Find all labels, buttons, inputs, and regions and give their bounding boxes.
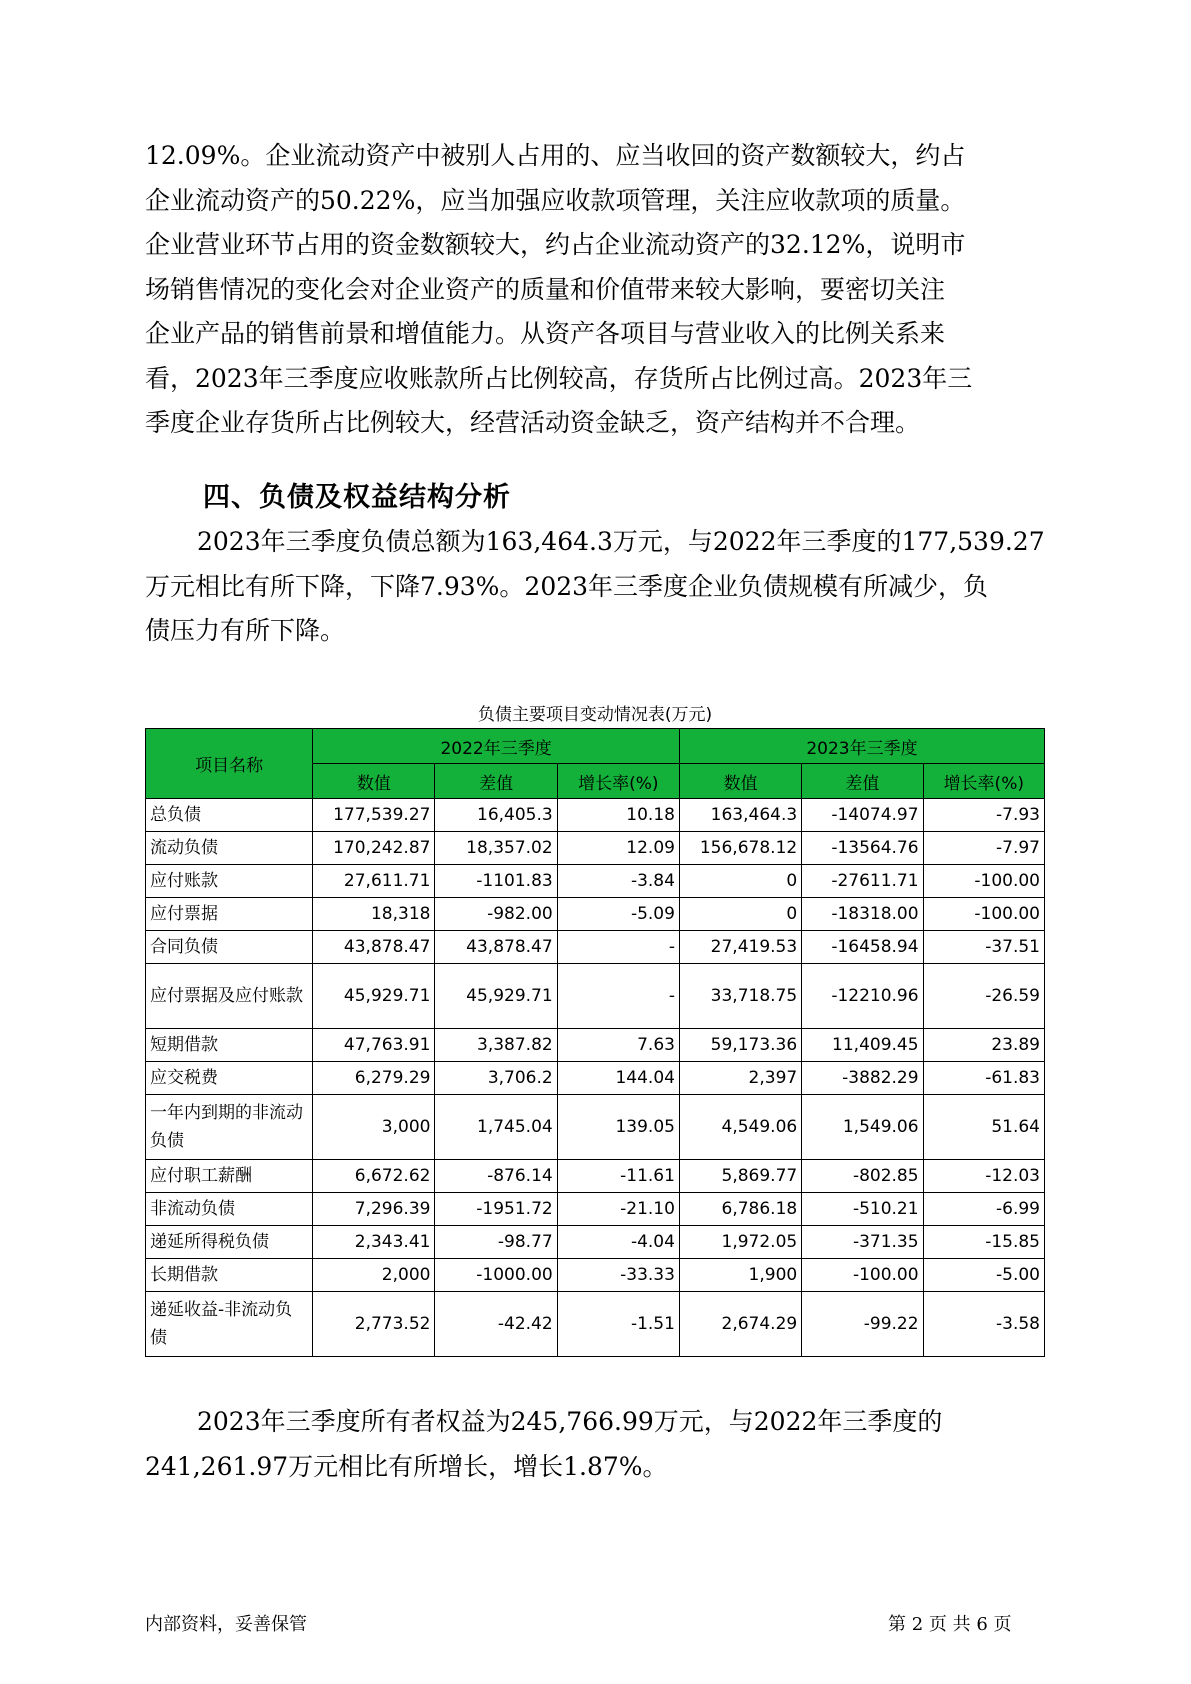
cell: 45,929.71 [435, 964, 557, 1029]
row-name: 合同负债 [146, 931, 313, 964]
cell: -5.09 [557, 898, 679, 931]
row-name: 流动负债 [146, 832, 313, 865]
cell: 2,773.52 [313, 1292, 435, 1357]
header-period-2022: 2022年三季度 [313, 729, 680, 764]
cell: -100.00 [923, 865, 1044, 898]
table-row [146, 964, 1045, 1029]
top-paragraph [145, 134, 1045, 446]
table-row [146, 898, 1045, 931]
cell: 2,397 [679, 1062, 801, 1095]
cell: 12.09 [557, 832, 679, 865]
cell: 23.89 [923, 1029, 1044, 1062]
paragraph-line: 万元相比有所下降，下降7.93%。2023年三季度企业负债规模有所减少，负 [145, 571, 989, 601]
cell: 156,678.12 [679, 832, 801, 865]
footer-page-number: 第 2 页 共 6 页 [888, 1614, 1012, 1635]
cell: 6,279.29 [313, 1062, 435, 1095]
table-row [146, 865, 1045, 898]
row-name: 递延所得税负债 [146, 1226, 313, 1259]
cell: -42.42 [435, 1292, 557, 1357]
row-name: 应付票据及应付账款 [146, 964, 313, 1029]
cell: 27,419.53 [679, 931, 801, 964]
cell: 10.18 [557, 799, 679, 832]
cell: 16,405.3 [435, 799, 557, 832]
cell: 4,549.06 [679, 1095, 801, 1160]
cell: 27,611.71 [313, 865, 435, 898]
cell: -3.58 [923, 1292, 1044, 1357]
cell: 6,672.62 [313, 1160, 435, 1193]
table-row [146, 1292, 1045, 1357]
cell: -3.84 [557, 865, 679, 898]
cell: -37.51 [923, 931, 1044, 964]
table-row [146, 1062, 1045, 1095]
cell: -21.10 [557, 1193, 679, 1226]
cell: -100.00 [802, 1259, 923, 1292]
cell: -4.04 [557, 1226, 679, 1259]
header-item-name: 项目名称 [146, 729, 313, 799]
header-diff: 差值 [802, 764, 923, 799]
cell: -510.21 [802, 1193, 923, 1226]
cell: -26.59 [923, 964, 1044, 1029]
paragraph-line: 季度企业存货所占比例较大，经营活动资金缺乏，资产结构并不合理。 [145, 408, 921, 437]
row-name: 应交税费 [146, 1062, 313, 1095]
cell: -27611.71 [802, 865, 923, 898]
cell: 45,929.71 [313, 964, 435, 1029]
row-name: 总负债 [146, 799, 313, 832]
cell: 43,878.47 [435, 931, 557, 964]
paragraph-line: 场销售情况的变化会对企业资产的质量和价值带来较大影响，要密切关注 [145, 274, 946, 304]
header-diff: 差值 [435, 764, 557, 799]
row-name: 递延收益-非流动负债 [146, 1292, 313, 1357]
section-heading: 四、负债及权益结构分析 [203, 482, 511, 513]
cell: -100.00 [923, 898, 1044, 931]
row-name: 应付职工薪酬 [146, 1160, 313, 1193]
cell: -371.35 [802, 1226, 923, 1259]
cell: -802.85 [802, 1160, 923, 1193]
cell: 2,343.41 [313, 1226, 435, 1259]
cell: 18,357.02 [435, 832, 557, 865]
cell: 3,706.2 [435, 1062, 557, 1095]
table-row [146, 931, 1045, 964]
cell: -61.83 [923, 1062, 1044, 1095]
cell: 0 [679, 865, 801, 898]
cell: 51.64 [923, 1095, 1044, 1160]
cell: 7,296.39 [313, 1193, 435, 1226]
table-row [146, 832, 1045, 865]
paragraph-line: 2023年三季度负债总额为163,464.3万元，与2022年三季度的177,539.27 [197, 527, 1045, 556]
cell: -1101.83 [435, 865, 557, 898]
cell: 1,745.04 [435, 1095, 557, 1160]
cell: -3882.29 [802, 1062, 923, 1095]
table-row [146, 1259, 1045, 1292]
cell: 5,869.77 [679, 1160, 801, 1193]
header-value: 数值 [313, 764, 435, 799]
cell: -1000.00 [435, 1259, 557, 1292]
paragraph-line: 债压力有所下降。 [145, 616, 346, 645]
table-row [146, 1029, 1045, 1062]
equity-paragraph [145, 1400, 1045, 1489]
paragraph-line: 看，2023年三季度应收账款所占比例较高，存货所占比例过高。2023年三 [145, 363, 973, 393]
cell: 3,387.82 [435, 1029, 557, 1062]
cell: 177,539.27 [313, 799, 435, 832]
cell: -6.99 [923, 1193, 1044, 1226]
footer-confidential: 内部资料，妥善保管 [145, 1614, 307, 1635]
liability-table [145, 728, 1045, 1357]
table-row [146, 1193, 1045, 1226]
cell: 1,972.05 [679, 1226, 801, 1259]
table-row [146, 1226, 1045, 1259]
cell: 33,718.75 [679, 964, 801, 1029]
cell: 2,674.29 [679, 1292, 801, 1357]
row-name: 应付账款 [146, 865, 313, 898]
row-name: 一年内到期的非流动负债 [146, 1095, 313, 1160]
header-period-2023: 2023年三季度 [679, 729, 1044, 764]
cell: - [557, 964, 679, 1029]
table-caption: 负债主要项目变动情况表(万元) [477, 705, 713, 725]
cell: - [557, 931, 679, 964]
cell: -982.00 [435, 898, 557, 931]
row-name: 短期借款 [146, 1029, 313, 1062]
cell: 170,242.87 [313, 832, 435, 865]
cell: 144.04 [557, 1062, 679, 1095]
cell: 47,763.91 [313, 1029, 435, 1062]
paragraph-line: 企业流动资产的50.22%，应当加强应收款项管理，关注应收款项的质量。 [145, 185, 966, 215]
paragraph-line: 2023年三季度所有者权益为245,766.99万元，与2022年三季度的 [197, 1407, 943, 1436]
cell: -14074.97 [802, 799, 923, 832]
cell: -13564.76 [802, 832, 923, 865]
table-row [146, 1095, 1045, 1160]
cell: 11,409.45 [802, 1029, 923, 1062]
liability-paragraph [145, 520, 1045, 654]
cell: 3,000 [313, 1095, 435, 1160]
paragraph-line: 12.09%。企业流动资产中被别人占用的、应当收回的资产数额较大，约占 [145, 141, 966, 170]
cell: 163,464.3 [679, 799, 801, 832]
table-row [146, 799, 1045, 832]
cell: 59,173.36 [679, 1029, 801, 1062]
cell: 2,000 [313, 1259, 435, 1292]
cell: 18,318 [313, 898, 435, 931]
cell: 43,878.47 [313, 931, 435, 964]
header-growth-rate: 增长率(%) [923, 764, 1044, 799]
row-name: 非流动负债 [146, 1193, 313, 1226]
table-row [146, 1160, 1045, 1193]
header-value: 数值 [679, 764, 801, 799]
cell: 0 [679, 898, 801, 931]
cell: -7.93 [923, 799, 1044, 832]
cell: 6,786.18 [679, 1193, 801, 1226]
cell: -5.00 [923, 1259, 1044, 1292]
cell: 139.05 [557, 1095, 679, 1160]
header-growth-rate: 增长率(%) [557, 764, 679, 799]
cell: -16458.94 [802, 931, 923, 964]
cell: 1,549.06 [802, 1095, 923, 1160]
cell: -12.03 [923, 1160, 1044, 1193]
cell: -876.14 [435, 1160, 557, 1193]
cell: -33.33 [557, 1259, 679, 1292]
cell: -11.61 [557, 1160, 679, 1193]
cell: -18318.00 [802, 898, 923, 931]
cell: -98.77 [435, 1226, 557, 1259]
cell: 7.63 [557, 1029, 679, 1062]
cell: -12210.96 [802, 964, 923, 1029]
cell: 1,900 [679, 1259, 801, 1292]
paragraph-line: 241,261.97万元相比有所增长，增长1.87%。 [145, 1451, 668, 1481]
row-name: 长期借款 [146, 1259, 313, 1292]
cell: -1.51 [557, 1292, 679, 1357]
cell: -99.22 [802, 1292, 923, 1357]
cell: -1951.72 [435, 1193, 557, 1226]
cell: -15.85 [923, 1226, 1044, 1259]
row-name: 应付票据 [146, 898, 313, 931]
cell: -7.97 [923, 832, 1044, 865]
paragraph-line: 企业营业环节占用的资金数额较大，约占企业流动资产的32.12%，说明市 [145, 230, 966, 259]
paragraph-line: 企业产品的销售前景和增值能力。从资产各项目与营业收入的比例关系来 [145, 319, 946, 348]
